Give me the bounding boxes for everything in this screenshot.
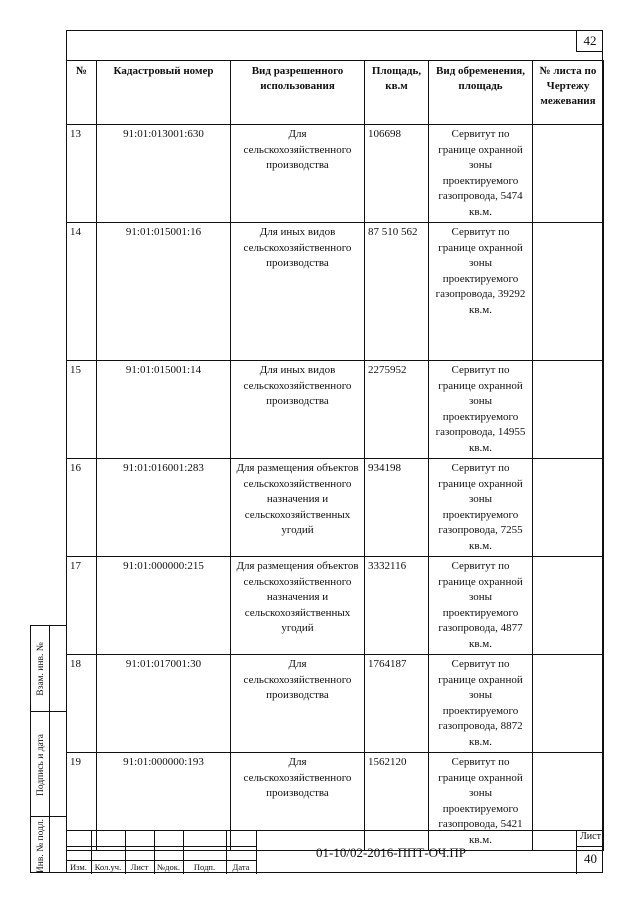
cell-encumbrance: Сервитут по границе охранной зоны проектируемого газопровода, 7255 кв.м. xyxy=(429,459,533,557)
podpis-data-cell xyxy=(31,712,66,817)
cell-use: Для сельскохозяйственного производства xyxy=(231,753,365,851)
cell-sheet xyxy=(533,459,604,557)
cell-sheet xyxy=(533,223,604,361)
cell-area: 3332116 xyxy=(365,557,429,655)
title-block-stamp xyxy=(66,830,603,874)
cell-area: 934198 xyxy=(365,459,429,557)
cell-encumbrance: Сервитут по границе охранной зоны проектируемого газопровода, 14955 кв.м. xyxy=(429,361,533,459)
stamp-col-data: Дата xyxy=(232,862,250,872)
cell-area: 87 510 562 xyxy=(365,223,429,361)
page-number: 42 xyxy=(576,30,603,52)
table-header-row xyxy=(67,61,604,125)
cell-cadastral: 91:01:013001:630 xyxy=(97,125,231,223)
table-row xyxy=(67,223,604,361)
header-encumbrance: Вид обременения, площадь xyxy=(429,61,533,125)
cell-cadastral: 91:01:016001:283 xyxy=(97,459,231,557)
header-area: Площадь, кв.м xyxy=(365,61,429,125)
vzam-inv-cell xyxy=(31,626,66,712)
stamp-row-line xyxy=(66,846,256,847)
cell-sheet xyxy=(533,655,604,753)
table-row xyxy=(67,459,604,557)
stamp-col-ndok: №док. xyxy=(157,862,180,872)
vzam-inv-label: Взам. инв. № xyxy=(36,642,47,696)
podpis-data-label: Подпись и дата xyxy=(36,733,47,796)
cell-encumbrance: Сервитут по границе охранной зоны проектируемого газопровода, 4877 кв.м. xyxy=(429,557,533,655)
cell-use: Для иных видов сельскохозяйственного производства xyxy=(231,223,365,361)
table-row xyxy=(67,557,604,655)
cell-cadastral: 91:01:000000:215 xyxy=(97,557,231,655)
cell-encumbrance: Сервитут по границе охранной зоны проектируемого газопровода, 5421 кв.м. xyxy=(429,753,533,851)
cell-cadastral: 91:01:000000:193 xyxy=(97,753,231,851)
table-row xyxy=(67,655,604,753)
cell-use: Для иных видов сельскохозяйственного производства xyxy=(231,361,365,459)
cell-sheet xyxy=(533,361,604,459)
table-row xyxy=(67,125,604,223)
inv-podl-cell xyxy=(31,817,66,874)
header-cadastral: Кадастровый номер xyxy=(97,61,231,125)
cell-use: Для размещения объектов сельскохозяйственного назначения и сельскохозяйственных угодий xyxy=(231,557,365,655)
stamp-col-kol-uch: Кол.уч. xyxy=(94,862,122,872)
cell-num: 16 xyxy=(67,459,97,557)
cell-sheet xyxy=(533,557,604,655)
inv-podl-label: Инв. № подл. xyxy=(36,818,47,873)
land-plots-table xyxy=(66,60,604,851)
cell-num: 13 xyxy=(67,125,97,223)
sheet-number: 40 xyxy=(584,851,597,866)
cell-num: 19 xyxy=(67,753,97,851)
cell-encumbrance: Сервитут по границе охранной зоны проектируемого газопровода, 8872 кв.м. xyxy=(429,655,533,753)
header-sheet: № листа по Чертежу межевания xyxy=(533,61,604,125)
cell-encumbrance: Сервитут по границе охранной зоны проектируемого газопровода, 39292 кв.м. xyxy=(429,223,533,361)
cell-area: 1764187 xyxy=(365,655,429,753)
side-approval-strip xyxy=(30,625,66,873)
cell-num: 14 xyxy=(67,223,97,361)
cell-num: 18 xyxy=(67,655,97,753)
stamp-col-podp: Подп. xyxy=(193,862,216,872)
cell-use: Для размещения объектов сельскохозяйственного назначения и сельскохозяйственных угодий xyxy=(231,459,365,557)
cell-cadastral: 91:01:017001:30 xyxy=(97,655,231,753)
cell-area: 2275952 xyxy=(365,361,429,459)
cell-area: 1562120 xyxy=(365,753,429,851)
cell-num: 17 xyxy=(67,557,97,655)
cell-use: Для сельскохозяйственного производства xyxy=(231,125,365,223)
cell-area: 106698 xyxy=(365,125,429,223)
table-row xyxy=(67,361,604,459)
document-code: 01-10/02-2016-ППТ-ОЧ.ПР xyxy=(316,845,467,860)
stamp-col-line xyxy=(256,831,257,874)
cell-cadastral: 91:01:015001:14 xyxy=(97,361,231,459)
header-num: № xyxy=(67,61,97,125)
stamp-row-line xyxy=(66,860,256,861)
stamp-col-izm: Изм. xyxy=(70,862,87,872)
stamp-col-list: Лист xyxy=(130,862,149,872)
sheet-label: Лист xyxy=(580,831,601,842)
cell-num: 15 xyxy=(67,361,97,459)
cell-encumbrance: Сервитут по границе охранной зоны проектируемого газопровода, 5474 кв.м. xyxy=(429,125,533,223)
cell-cadastral: 91:01:015001:16 xyxy=(97,223,231,361)
cell-sheet xyxy=(533,125,604,223)
cell-use: Для сельскохозяйственного производства xyxy=(231,655,365,753)
header-use: Вид разрешенного использования xyxy=(231,61,365,125)
